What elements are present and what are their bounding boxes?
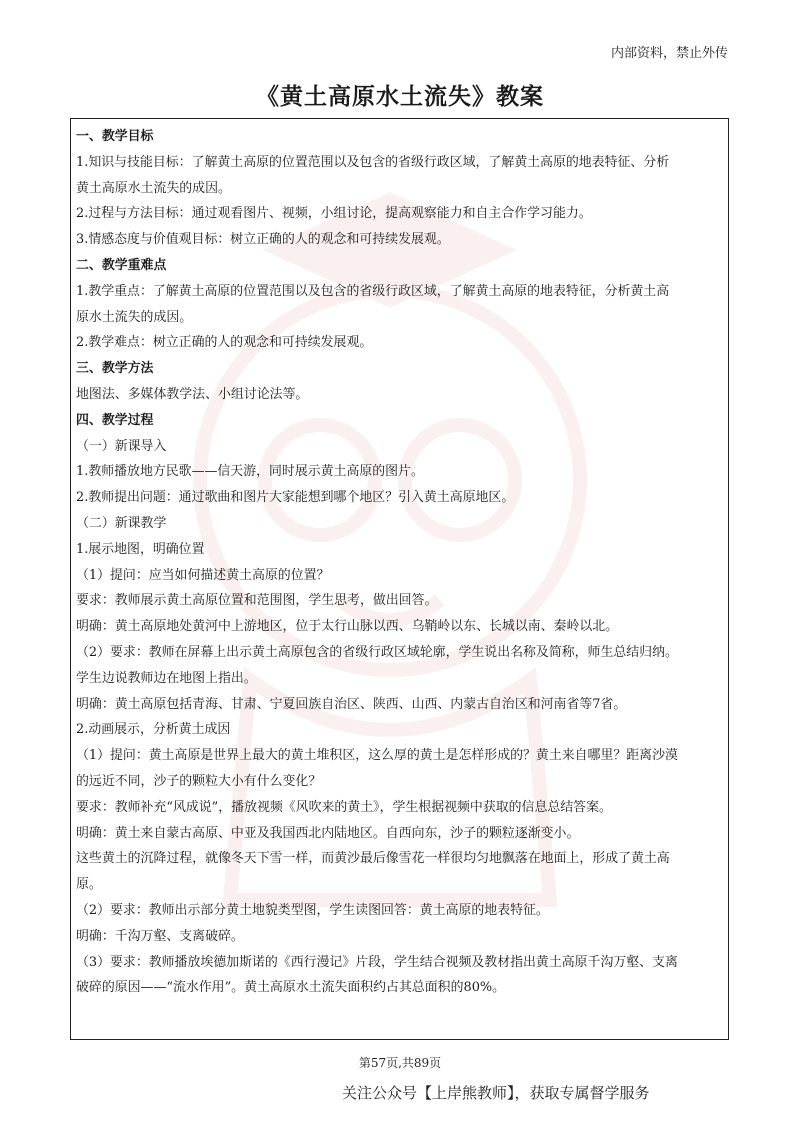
- text-line: 破碎的原因——“流水作用”。黄土高原水土流失面积约占其总面积的80%。: [76, 980, 506, 996]
- text-line: 明确：黄土高原地处黄河中上游地区，位于太行山脉以西、乌鞘岭以东、长城以南、秦岭以北。: [76, 619, 619, 635]
- text-line: 2.教学难点：树立正确的人的观念和可持续发展观。: [76, 335, 373, 351]
- text-line: （2）要求：教师在屏幕上出示黄土高原包含的省级行政区域轮廓，学生说出名称及简称，师生总结归纳。: [76, 644, 678, 660]
- text-line: （一）新课导入: [76, 438, 167, 454]
- text-line: 要求：教师补充“风成说”，播放视频《风吹来的黄土》，学生根据视频中获取的信息总结答案。: [76, 799, 612, 815]
- text-line: 1.教师播放地方民歌——信天游，同时展示黄土高原的图片。: [76, 464, 424, 480]
- section-heading: 二、教学重难点: [76, 257, 167, 273]
- confidential-note: 内部资料，禁止外传: [610, 46, 728, 61]
- text-line: 明确：黄土来自蒙古高原、中亚及我国西北内陆地区。自西向东，沙子的颗粒逐渐变小。: [76, 825, 580, 841]
- text-line: 1.教学重点：了解黄土高原的位置范围以及包含的省级行政区域，了解黄土高原的地表特征，分析黄土高: [76, 283, 670, 299]
- text-line: 3.情感态度与价值观目标：树立正确的人的观念和可持续发展观。: [76, 232, 450, 248]
- lesson-plan-content: [76, 124, 726, 1001]
- text-line: 1.展示地图，明确位置: [76, 541, 205, 557]
- text-line: （2）要求：教师出示部分黄土地貌类型图，学生读图回答：黄土高原的地表特征。: [76, 902, 549, 918]
- text-line: （1）提问：应当如何描述黄土高原的位置？: [76, 567, 330, 583]
- text-line: 地图法、多媒体教学法、小组讨论法等。: [76, 386, 309, 402]
- text-line: （1）提问：黄土高原是世界上最大的黄土堆积区，这么厚的黄土是怎样形成的？黄土来自哪里？距离沙漠: [76, 748, 678, 764]
- section-heading: 四、教学过程: [76, 412, 154, 428]
- text-line: （二）新课教学: [76, 515, 167, 531]
- section-heading: 一、教学目标: [76, 129, 154, 144]
- text-line: 这些黄土的沉降过程，就像冬天下雪一样，而黄沙最后像雪花一样很均匀地飘落在地面上，形成了黄土高: [76, 851, 670, 867]
- page-title: 《黄土高原水土流失》教案: [256, 83, 544, 110]
- text-line: 明确：黄土高原包括青海、甘肃、宁夏回族自治区、陕西、山西、内蒙古自治区和河南省等7省。: [76, 696, 627, 712]
- text-line: 学生边说教师边在地图上指出。: [76, 670, 257, 686]
- text-line: 原。: [76, 877, 102, 893]
- text-line: 2.过程与方法目标：通过观看图片、视频，小组讨论，提高观察能力和自主合作学习能力。: [76, 206, 592, 222]
- text-line: 的远近不同，沙子的颗粒大小有什么变化？: [76, 773, 322, 789]
- text-line: 明确：千沟万壑、支离破碎。: [76, 928, 244, 944]
- page-number: 第57页,共89页: [358, 1056, 442, 1070]
- promo-text: 关注公众号【上岸熊教师】，获取专属督学服务: [342, 1084, 650, 1102]
- text-line: 要求：教师展示黄土高原位置和范围图，学生思考，做出回答。: [76, 593, 438, 609]
- text-line: 1.知识与技能目标：了解黄土高原的位置范围以及包含的省级行政区域，了解黄土高原的地表特征、分析: [76, 154, 670, 170]
- text-line: 2.动画展示，分析黄土成因: [76, 722, 231, 738]
- section-heading: 三、教学方法: [76, 361, 154, 377]
- text-line: 原水土流失的成因。: [76, 309, 193, 325]
- text-line: 2.教师提出问题：通过歌曲和图片大家能想到哪个地区？引入黄土高原地区。: [76, 490, 515, 506]
- text-line: 黄土高原水土流失的成因。: [76, 180, 231, 196]
- text-line: （3）要求：教师播放埃德加斯诺的《西行漫记》片段，学生结合视频及教材指出黄土高原千沟万壑、支离: [76, 954, 678, 970]
